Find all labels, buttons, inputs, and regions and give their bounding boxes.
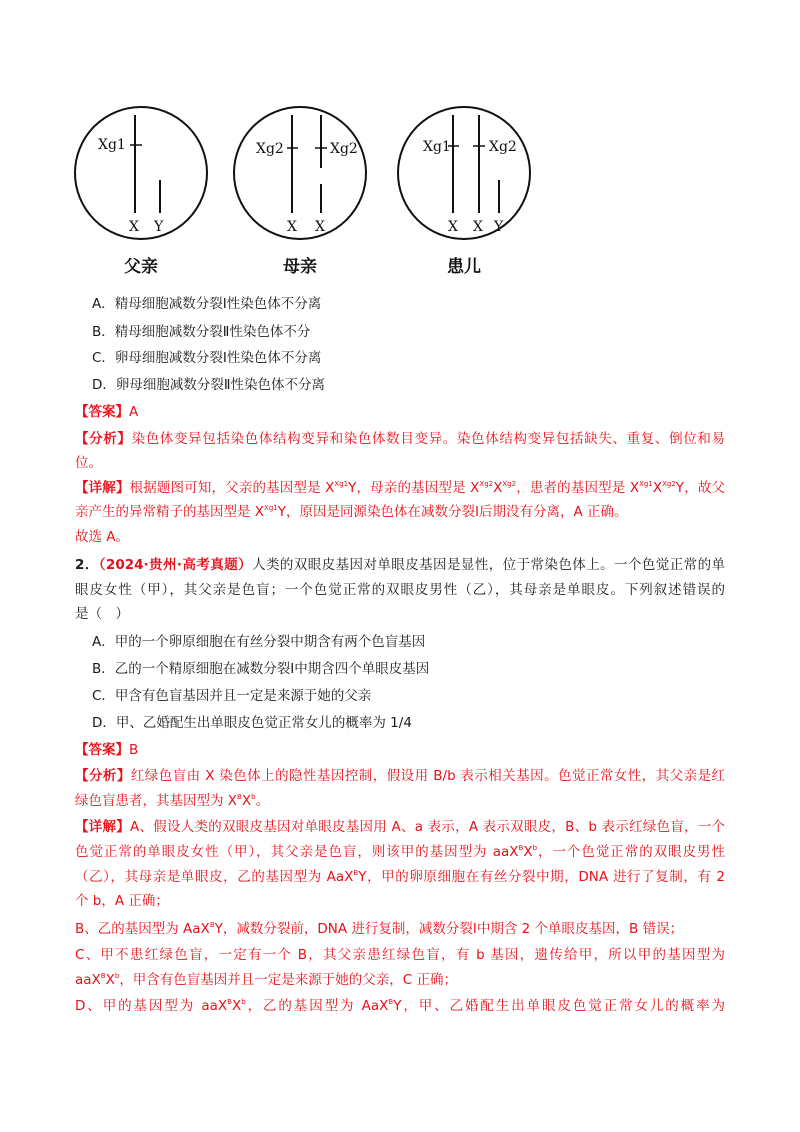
- q1-detail-sup: Xg2: [479, 480, 494, 488]
- q2-detail-line-4: 个 b，A 正确；: [75, 893, 169, 909]
- q2-stem-line-2: 眼皮女性（甲），其父亲是色盲；一个色觉正常的双眼皮男性（乙），其母亲是单眼皮。下列叙述错误的: [75, 582, 725, 598]
- q1-option-b: B．精母细胞减数分裂Ⅱ性染色体不分: [92, 324, 311, 340]
- q1-detail-text: Y，母亲的基因型是 X: [348, 480, 480, 496]
- q2-detail-text: ，乙的基因型为 AaX: [245, 998, 389, 1014]
- q2-detail-line-2: [75, 842, 725, 862]
- mother-cell-circle: [234, 107, 366, 239]
- mother-caption: 母亲: [283, 257, 317, 277]
- q1-detail-line-2: [75, 502, 628, 522]
- q2-answer: [75, 740, 138, 760]
- q1-answer-value: A: [129, 404, 139, 420]
- q1-option-d: D．卵母细胞减数分裂Ⅱ性染色体不分离: [92, 377, 326, 393]
- q2-detail-sup: B: [353, 869, 359, 877]
- q2-option-a: A．甲的一个卵原细胞在有丝分裂中期含有两个色盲基因: [92, 634, 426, 650]
- q1-detail-text: ，患者的基因型是 X: [516, 480, 640, 496]
- q2-detail-text: ，一个色觉正常的双眼皮男性: [537, 844, 726, 860]
- q2-detail-sup: B: [209, 921, 215, 929]
- q1-detail-text: 根据题图可知，父亲的基因型是 X: [129, 480, 335, 496]
- q2-analysis-text: X: [241, 793, 252, 809]
- q1-analysis-line-2: 位。: [75, 455, 102, 471]
- q1-conclusion: 故选 A。: [75, 529, 130, 545]
- child-x1-label: X: [448, 219, 458, 235]
- q2-detail-c-line-2: [75, 970, 457, 990]
- q2-answer-value: B: [129, 742, 139, 758]
- q2-answer-tag: 【答案】: [75, 742, 129, 758]
- child-caption: 患儿: [447, 257, 481, 277]
- q2-analysis-text-1: 红绿色盲由 X 染色体上的隐性基因控制，假设用 B/b 表示相关基因。色觉正常女性，其父亲是红: [130, 768, 726, 784]
- father-caption: 父亲: [124, 257, 158, 277]
- q1-detail-text: X: [652, 480, 663, 496]
- q2-analysis-line-2: [75, 791, 269, 811]
- q2-detail-text: 色觉正常的单眼皮女性（甲），其父亲是色盲，则该甲的基因型为 aaX: [75, 844, 519, 860]
- q2-detail-c-line-1: C、甲不患红绿色盲，一定有一个 B，其父亲患红绿色盲，有 b 基因，遗传给甲，所以甲的基因型为: [75, 947, 725, 963]
- q1-answer: [75, 402, 138, 422]
- q1-detail-sup: Xg2: [502, 480, 517, 488]
- q1-detail-sup: Xg2: [662, 480, 676, 488]
- q2-detail-sup: B: [388, 998, 394, 1006]
- child-y-label: Y: [494, 219, 504, 235]
- q1-option-a: A．精母细胞减数分裂Ⅰ性染色体不分离: [92, 296, 322, 312]
- q2-analysis-text: 绿色盲患者，其基因型为 X: [75, 793, 238, 809]
- q2-analysis-text: 。: [255, 793, 270, 809]
- father-y-label: Y: [154, 219, 164, 235]
- q1-detail-sup: Xg1: [264, 504, 278, 512]
- q1-detail-tag: 【详解】: [75, 480, 130, 496]
- mother-xg-right-label: Xg2: [330, 141, 358, 157]
- q2-detail-text: ，甲含有色盲基因并且一定是来源于她的父亲，C 正确；: [119, 972, 458, 988]
- q1-detail-line-1: [75, 478, 725, 498]
- chromosome-figure: [68, 100, 548, 280]
- q2-detail-b: [75, 919, 683, 939]
- q2-detail-line-3: [75, 867, 725, 887]
- q2-detail-text: X: [231, 998, 242, 1014]
- q2-detail-sup: b: [241, 998, 246, 1006]
- father-x-label: X: [129, 219, 139, 235]
- q1-detail-text: X: [493, 480, 503, 496]
- q2-analysis-tag: 【分析】: [75, 768, 131, 784]
- q2-detail-text: Y，减数分裂前，DNA 进行复制，减数分裂Ⅰ中期含 2 个单眼皮基因，B 错误；: [214, 921, 684, 937]
- q2-number: 2．: [75, 557, 99, 573]
- mother-x2-label: X: [315, 219, 325, 235]
- q2-detail-sup: b: [532, 844, 538, 852]
- q2-detail-text-1: A、假设人类的双眼皮基因对单眼皮基因用 A、a 表示，A 表示双眼皮，B、b 表示红绿色盲，一个: [130, 819, 726, 835]
- q1-analysis-text-1: 染色体变异包括染色体结构变异和染色体数目变异。染色体结构变异包括缺失、重复、倒位和易: [131, 431, 725, 447]
- q2-detail-text: B、乙的基因型为 AaX: [75, 921, 210, 937]
- q1-analysis-line-1: [75, 429, 725, 449]
- q2-analysis-sup: b: [251, 793, 256, 801]
- q1-option-c: C．卵母细胞减数分裂Ⅰ性染色体不分离: [92, 350, 322, 366]
- q2-detail-sup: B: [227, 998, 232, 1006]
- father-xg-label: Xg1: [98, 137, 126, 153]
- child-x2-label: X: [473, 219, 483, 235]
- q2-detail-sup: B: [100, 972, 106, 980]
- q2-analysis-sup: B: [237, 793, 242, 801]
- q1-detail-text: 亲产生的异常精子的基因型是 X: [75, 504, 265, 520]
- q2-detail-text: X: [105, 972, 115, 988]
- q1-detail-sup: Xg1: [639, 480, 653, 488]
- mother-xg-left-label: Xg2: [256, 141, 284, 157]
- q2-detail-d-line-1: [75, 996, 725, 1016]
- q2-detail-text: （乙），其母亲是单眼皮，乙的基因型为 AaX: [75, 869, 354, 885]
- q2-detail-text: Y，甲的卵原细胞在有丝分裂中期，DNA 进行了复制，有 2: [358, 869, 726, 885]
- q1-detail-text: Y，故父: [675, 480, 725, 496]
- q2-detail-sup: B: [518, 844, 524, 852]
- q1-detail-text: Y，原因是同源染色体在减数分裂Ⅰ后期没有分离，A 正确。: [277, 504, 628, 520]
- q2-detail-text: X: [523, 844, 533, 860]
- q2-stem-line-3: 是（ ）: [75, 606, 129, 622]
- q1-detail-sup: Xg1: [334, 480, 349, 488]
- q2-source: （2024·贵州·高考真题）: [98, 557, 253, 573]
- q2-detail-tag: 【详解】: [75, 819, 131, 835]
- q2-option-b: B．乙的一个精原细胞在减数分裂Ⅰ中期含四个单眼皮基因: [92, 661, 430, 677]
- q2-option-d: D．甲、乙婚配生出单眼皮色觉正常女儿的概率为 1/4: [92, 715, 412, 731]
- mother-x1-label: X: [287, 219, 297, 235]
- q2-option-c: C．甲含有色盲基因并且一定是来源于她的父亲: [92, 688, 372, 704]
- q1-analysis-tag: 【分析】: [75, 431, 132, 447]
- q2-detail-text: Y，甲、乙婚配生出单眼皮色觉正常女儿的概率为: [393, 998, 725, 1014]
- q2-detail-text: D、甲的基因型为 aaX: [75, 998, 228, 1014]
- father-cell-circle: [75, 107, 207, 239]
- child-cell-circle: [398, 107, 530, 239]
- q2-detail-text: aaX: [75, 972, 101, 988]
- child-xg-right-label: Xg2: [489, 139, 517, 155]
- q2-stem-line-1: [75, 555, 725, 575]
- child-xg-left-label: Xg1: [423, 139, 451, 155]
- q2-detail-sup: b: [114, 972, 120, 980]
- q2-stem-text-1: 人类的双眼皮基因对单眼皮基因是显性，位于常染色体上。一个色觉正常的单: [252, 557, 725, 573]
- q2-detail-line-1: [75, 817, 725, 837]
- q1-answer-tag: 【答案】: [75, 404, 129, 420]
- q2-analysis-line-1: [75, 766, 725, 786]
